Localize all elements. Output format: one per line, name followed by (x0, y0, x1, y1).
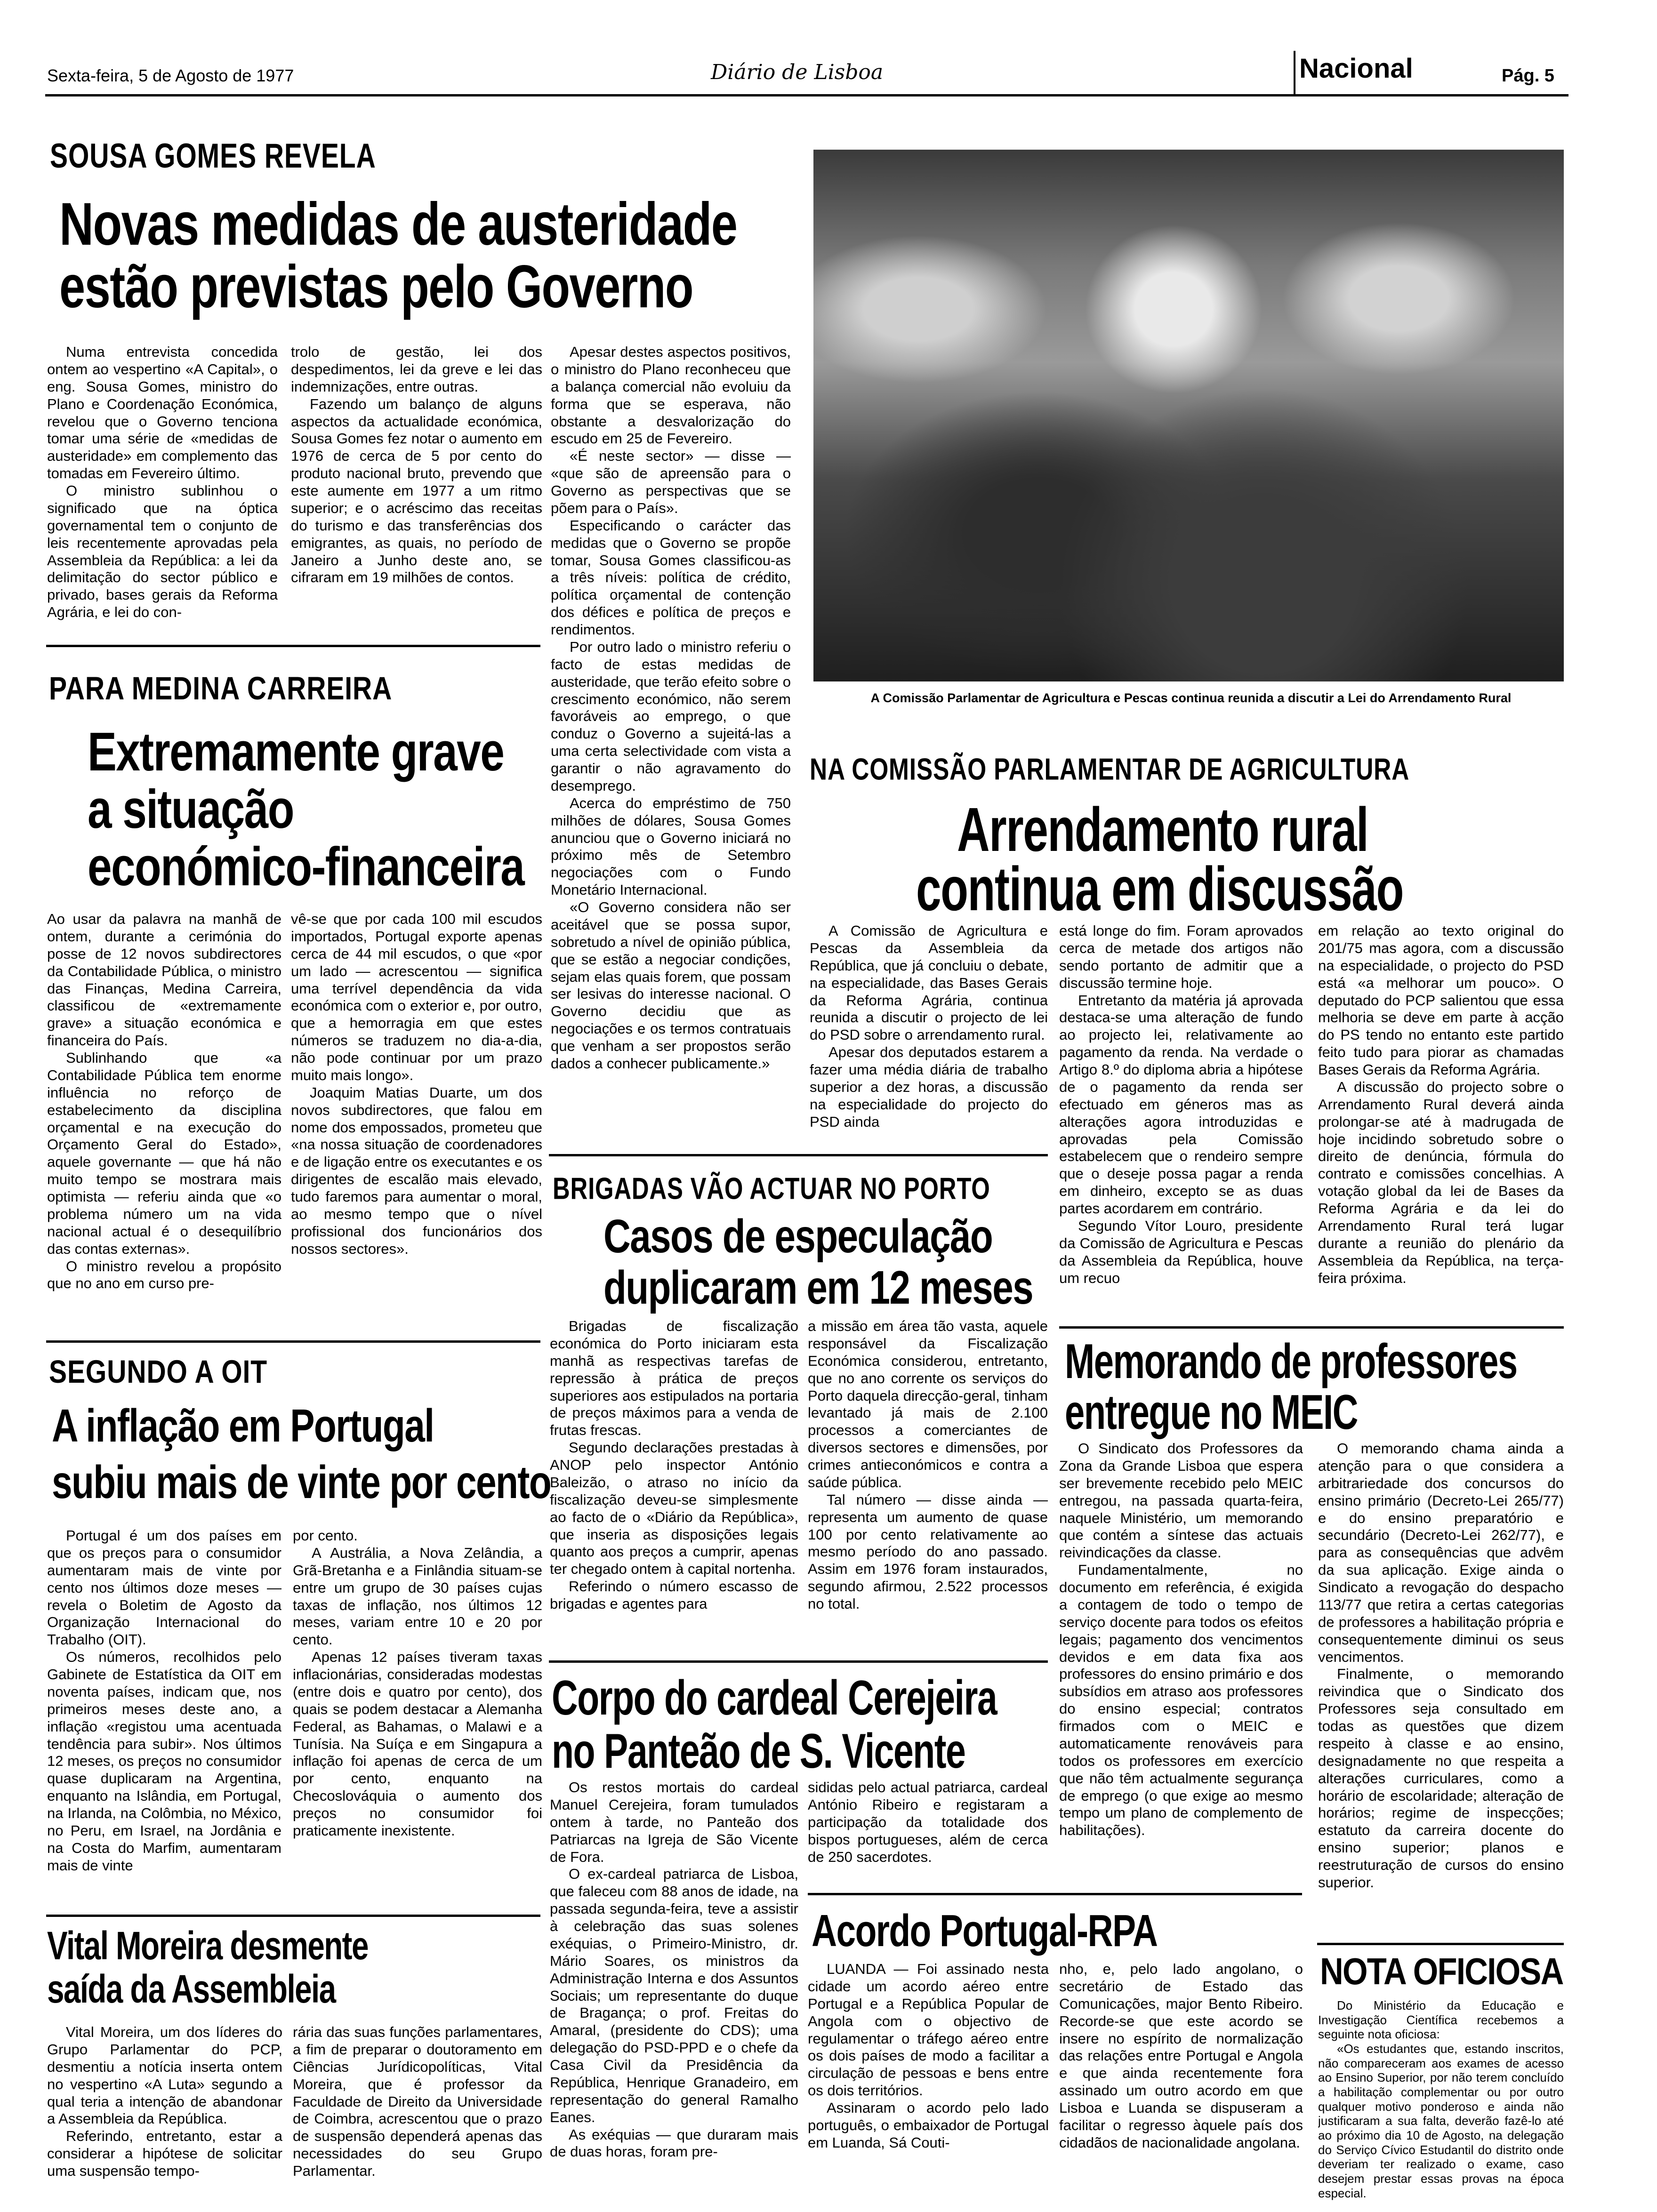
a6-c1-p1: O Sindicato dos Professores da Zona da Grande Lisboa que espera ser brevemente recebido pelo MEIC entregou, na passada quarta-feira, naquele Ministério, um memorando que contém a síntese das actuais reivindicações da classe. (1059, 1440, 1303, 1561)
a3-c2-p3: Segundo Vítor Louro, presidente da Comissão de Agricultura e Pescas da Assembleia da República, houve um recuo (1059, 1217, 1303, 1286)
a4-c1-p3: Referindo o número escasso de brigadas e agentes para (550, 1578, 798, 1612)
a9-c1-p1: LUANDA — Foi assinado nesta cidade um acordo aéreo entre Portugal e a República Popular de Angola com o objectivo de regulamentar o tráfego aéreo entre os dois países de modo a facilitar a circulação de pessoas e bens entre os dois territórios. (808, 1961, 1049, 2099)
a8-c1-p2: Referindo, entretanto, estar a considerar a hipótese de solicitar uma suspensão tempo- (47, 2128, 282, 2179)
a9-column-1 (808, 1961, 1049, 2205)
a6-headline-line1: Memorando de professores (1065, 1334, 1517, 1389)
a6-c2-p2: Finalmente, o memorando reivindica que o Sindicato dos Professores seja consultado em todas as questões que dizem respeito à classe e ao ensino, designadamente no que respeita a alterações curriculares, como a horário de escolaridade; alteração de horários; regime de inspecções; estatuto da carreira docente do ensino superior; planos e reestruturação de cursos do ensino superior. (1318, 1666, 1564, 1891)
masthead-section-box (1294, 51, 1295, 94)
a10-p2: «Os estudantes que, estando inscritos, não compareceram aos exames de acesso ao Ensino Superior, por não terem concluído a habilitação complementar ou por outro qualquer motivo ponderoso e ainda não justificaram a sua falta, deverão fazê-lo até ao próximo dia 10 de Agosto, na delegação do Serviço Cívico Estudantil do distrito onde deveriam ter realizado o exame, caso desejem prestar essas provas na época especial. (1318, 2042, 1564, 2200)
a1-column-2 (291, 344, 542, 635)
a1-c1-p2: O ministro sublinhou o significado que na óptica governamental tem o conjunto de leis recentemente aprovadas pela Assembleia da República: a lei da delimitação do sector público e privado, bases gerais da Reforma Agrária, e lei do con- (47, 482, 278, 621)
a1-column-3 (551, 344, 791, 1200)
a1-c3-p6: «O Governo considera não ser aceitável que se possa supor, sobretudo a nível de opinião pública, que se estão a negociar condições, sejam elas quais forem, que possam ser lesivas do interesse nacional. O Governo decidiu que as negociações e os termos contratuais que venham a ser propostos serão dados a conhecer publicamente.» (551, 899, 791, 1072)
masthead-paper-name: Diário de Lisboa (711, 60, 884, 84)
a8-c2-p1: rária das suas funções parlamentares, a fim de preparar o doutoramento em Ciências Jurídicopolíticas, Vital Moreira, que é professor da Faculdade de Direito da Universidade de Coimbra, acrescentou que o prazo de suspensão dependerá apenas das necessidades do seu Grupo Parlamentar. (293, 2024, 542, 2179)
a3-headline-line2: continua em discussão (916, 854, 1403, 923)
a7-headline-line1: Corpo do cardeal Cerejeira (552, 1671, 997, 1725)
a3-c2-p2: Entretanto da matéria já aprovada destaca-se uma alteração de fundo ao projecto lei, relativamente ao pagamento da renda. Na verdade o Artigo 8.º do diploma abria a hipótese de o pagamento da renda ser efectuado em géneros mas as alterações agora introduzidas e aprovadas pela Comissão estabelecem que o rendeiro sempre que o deseje possa pagar a renda em dinheiro, excepto se as duas partes acordarem em contrário. (1059, 992, 1303, 1217)
a10-top-rule (1317, 1943, 1564, 1945)
a9-c2-p1: nho, e, pelo lado angolano, o secretário de Estado das Comunicações, major Bento Ribeiro. Recorde-se que este acordo se insere no espírito de normalização das relações entre Portugal e Angola e que ainda recentemente fora assinado um outro acordo em que Lisboa e Luanda se dispuseram a facilitar o regresso àquele país dos cidadãos de nacionalidade angolana. (1059, 1961, 1303, 2151)
a8-headline-line1: Vital Moreira desmente (47, 1923, 368, 1968)
a1-column-1 (47, 344, 278, 635)
a4-column-1 (550, 1318, 798, 1657)
a5-c2-p1: por cento. (293, 1527, 358, 1544)
committee-meeting-photo (813, 150, 1564, 681)
a1-headline-line1: Novas medidas de austeridade (59, 191, 737, 258)
a5-top-rule (46, 1340, 540, 1343)
a1-c1-p1: Numa entrevista concedida ontem ao vespertino «A Capital», o eng. Sousa Gomes, ministro do Plano e Coordenação Económica, revelou que o Governo tenciona tomar uma série de «medidas de austeridade» em complemento das tomadas em Fevereiro último. (47, 344, 278, 482)
a9-column-2 (1059, 1961, 1303, 2205)
a2-c1-p3: O ministro revelou a propósito que no ano em curso pre- (47, 1258, 282, 1292)
a9-headline: Acordo Portugal-RPA (812, 1906, 1158, 1956)
a2-c1-p2: Sublinhando que «a Contabilidade Pública tem enorme influência no reforço de estabelecimento da disciplina orçamental e na execução do Orçamento Geral do Estado», aquele governante — que há não muito tempo se mostrara mais optimista — referiu ainda que «o problema número um na vida nacional actual é o desequilíbrio das contas externas». (47, 1050, 282, 1257)
a1-c3-p4: Por outro lado o ministro referiu o facto de estas medidas de austeridade, que terão efeito sobre o crescimento económico, não serem favoráveis ao emprego, o que conduz o Governo a sujeitá-las a uma certa selectividade com vista a garantir o não agravamento do desemprego. (551, 638, 791, 794)
a4-c2-p1: a missão em área tão vasta, aquele responsável da Fiscalização Económica considerou, entretanto, que no ano corrente os serviços do Porto daquela direcção-geral, tinham levantado já mais de 2.100 processos a comerciantes de diversos sectores e dimensões, por crimes antieconómicos e contra a saúde pública. (808, 1318, 1048, 1491)
a1-kicker: SOUSA GOMES REVELA (50, 137, 376, 176)
a3-c3-p2: A discussão do projecto sobre o Arrendamento Rural deverá ainda prolongar-se até à madrugada de hoje incidindo sobretudo sobre o direito de denúncia, fórmula do contrato e comissões concelhias. A votação global da lei de Bases da Reforma Agrária e da lei do Arrendamento Rural terá lugar durante a reunião do plenário da Assembleia da República, na terça-feira próxima. (1318, 1078, 1564, 1286)
a1-c2-p2: Fazendo um balanço de alguns aspectos da actualidade económica, Sousa Gomes fez notar o aumento em 1976 de cerca de 5 por cento do produto nacional bruto, prevendo que este aumente em 1977 a um ritmo superior; e o acréscimo das receitas do turismo e das transferências dos emigrantes, as quais, no período de Janeiro a Junho deste ano, se cifraram em 19 milhões de contos. (291, 395, 542, 586)
a8-headline-line2: saída da Assembleia (47, 1967, 336, 2011)
a1-c3-p2: «É neste sector» — disse — «que são de apreensão para o Governo as perspectivas que se põem para o País». (551, 448, 791, 516)
a10-body (1318, 1998, 1564, 2205)
a6-column-2 (1318, 1440, 1564, 1930)
a5-kicker: SEGUNDO A OIT (49, 1354, 268, 1390)
a7-c1-p1: Os restos mortais do cardeal Manuel Cerejeira, foram tumulados ontem à tarde, no Panteão dos Patriarcas na Igreja de São Vicente de Fora. (550, 1779, 798, 1865)
photo-caption: A Comissão Parlamentar de Agricultura e Pescas continua reunida a discutir a Lei do Arrendamento Rural (870, 691, 1512, 705)
a2-column-1 (47, 911, 282, 1325)
a3-c3-p1: em relação ao texto original do 201/75 mas agora, com a discussão na especialidade, o projecto do PSD está «a melhorar um pouco». O deputado do PCP salientou que essa melhoria se deve em parte à acção do PS tendo no entanto este partido feito tudo para piorar as chamadas Bases Gerais da Reforma Agrária. (1318, 922, 1564, 1078)
a1-c3-p5: Acerca do empréstimo de 750 milhões de dólares, Sousa Gomes anunciou que o Governo iniciará no próximo mês de Setembro negociações com o Fundo Monetário Internacional. (551, 794, 791, 898)
a5-c2-p2: A Austrália, a Nova Zelândia, a Grã-Bretanha e a Finlândia situam-se entre um grupo de 30 países cujas taxas de inflação, nos últimos 12 meses, variam entre 10 e 20 por cento. (293, 1544, 542, 1648)
a6-c2-p1: O memorando chama ainda a atenção para o que considera a arbitrariedade dos concursos do ensino primário (Decreto-Lei 265/77) e do ensino preparatório e secundário (Decreto-Lei 262/77), e para as consequências que advêm da sua aplicação. Exige ainda o Sindicato a revogação do despacho 113/77 que retira a certas categorias de professores a habilitação própria e consequentemente diminui os seus vencimentos. (1318, 1440, 1564, 1665)
a2-kicker: PARA MEDINA CARREIRA (49, 671, 393, 707)
a6-headline-line2: entregue no MEIC (1065, 1385, 1358, 1440)
a6-column-1 (1059, 1440, 1303, 1930)
a2-c2-p1: vê-se que por cada 100 mil escudos importados, Portugal exporte apenas cerca de 44 mil escudos, o que «por um lado — acrescentou — significa uma terrível dependência da vida económica com o exterior e, por outro, que a hemorragia em que estes números se traduzem no dia-a-dia, não pode continuar por um prazo muito mais longo». (291, 911, 542, 1083)
a8-top-rule (46, 1915, 540, 1917)
a8-column-2 (293, 2024, 542, 2203)
a7-c1-p3: As exéquias — que duraram mais de duas horas, foram pre- (550, 2126, 798, 2160)
a2-c2-p2: Joaquim Matias Duarte, um dos novos subdirectores, que falou em nome dos empossados, prometeu que «na nossa situação de coordenadores e de ligação entre os executantes e os dirigentes de escalão mais elevado, tudo faremos para aumentar o moral, ao mesmo tempo que o nível profissional dos funcionários dos nossos sectores». (291, 1084, 542, 1257)
masthead-section: Nacional (1299, 53, 1413, 84)
a4-kicker: BRIGADAS VÃO ACTUAR NO PORTO (553, 1171, 990, 1206)
a7-c1-p2: O ex-cardeal patriarca de Lisboa, que faleceu com 88 anos de idade, na passada segunda-feira, teve a assistir à celebração das suas solenes exéquias, o Primeiro-Ministro, dr. Mário Soares, os ministros da Administração Interna e dos Assuntos Sociais; um representante do duque de Bragança; o prof. Freitas do Amaral, (presidente do CDS); uma delegação do PSD-PPD e o chefe da Casa Civil da Presidência da República, Henrique Granadeiro, em representação do general Ramalho Eanes. (550, 1866, 798, 2125)
a2-column-2 (291, 911, 542, 1325)
a2-headline-line3: económico-financeira (88, 836, 524, 897)
a5-headline-line1: A inflação em Portugal (52, 1400, 434, 1451)
a4-headline-line1: Casos de especulação (603, 1210, 993, 1263)
a10-p1: Do Ministério da Educação e Investigação Científica recebemos a seguinte nota oficiosa: (1318, 1998, 1564, 2042)
a3-column-3 (1318, 922, 1564, 1327)
a7-column-1 (550, 1779, 798, 2193)
a3-c1-p2: Apesar dos deputados estarem a fazer uma média diária de trabalho superior a dez horas, a discussão na especialidade do projecto do PSD ainda (810, 1044, 1048, 1130)
a5-c1-p2: Os números, recolhidos pelo Gabinete de Estatística da OIT em noventa países, indicam que, nos primeiros meses deste ano, a inflação «registou uma acentuada tendência para subir». Nos últimos 12 meses, os preços no consumidor quase duplicaram na Argentina, enquanto na Islândia, em Portugal, na Irlanda, na Colômbia, no México, no Peru, em Israel, na Jordânia e na Costa do Marfim, aumentaram mais de vinte (47, 1649, 282, 1874)
a3-c1-p1: A Comissão de Agricultura e Pescas da Assembleia da República, que já concluiu o debate, na especialidade, das Bases Gerais da Reforma Agrária, continua reunida a discutir o projecto de lei do PSD sobre o arrendamento rural. (810, 922, 1048, 1043)
a2-headline-line1: Extremamente grave (88, 721, 504, 782)
a2-c1-p1: Ao usar da palavra na manhã de ontem, durante a cerimónia do posse de 12 novos subdirectores da Contabilidade Pública, o ministro das Finanças, Medina Carreira, classificou de «extremamente grave» a situação económica e financeira do País. (47, 911, 282, 1049)
a4-c1-p1: Brigadas de fiscalização económica do Porto iniciaram esta manhã as respectivas tarefas de repressão à prática de preços superiores aos estipulados na portaria de preços máximos para a venda de frutas frescas. (550, 1318, 798, 1439)
a6-top-rule (1059, 1326, 1564, 1329)
a3-column-2 (1059, 922, 1303, 1327)
a7-top-rule (549, 1660, 1048, 1663)
a4-c1-p2: Segundo declarações prestadas à ANOP pelo inspector António Baleizão, o atraso no início da fiscalização deveu-se simplesmente ao facto de o «Diário da República», que inseria as disposições legais quanto aos preços a cumprir, apenas ter chegado ontem à capital nortenha. (550, 1439, 798, 1578)
a1-c2-p1: trolo de gestão, lei dos despedimentos, lei da greve e lei das indemnizações, entre outras. (291, 344, 542, 395)
a3-c2-p1: está longe do fim. Foram aprovados cerca de metade dos artigos não sendo portanto de admitir que a discussão termine hoje. (1059, 922, 1303, 991)
a4-column-2 (808, 1318, 1048, 1657)
a10-headline: NOTA OFICIOSA (1320, 1950, 1563, 1992)
a1-c3-p3: Especificando o carácter das medidas que o Governo se propõe tomar, Sousa Gomes classificou-as a três níveis: política de crédito, política orçamental de contenção dos défices e política de preços e rendimentos. (551, 517, 791, 638)
a2-headline-line2: a situação (88, 778, 294, 840)
a8-column-1 (47, 2024, 282, 2203)
a7-c2-p1: sididas pelo actual patriarca, cardeal António Ribeiro e registaram a participação da totalidade dos bispos portugueses, além de cerca de 250 sacerdotes. (808, 1779, 1048, 1865)
a5-c1-p1: Portugal é um dos países em que os preços para o consumidor aumentaram mais de vinte por cento nos últimos doze meses — revela o Boletim de Agosto da Organização Internacional do Trabalho (OIT). (47, 1527, 282, 1648)
a1-headline-line2: estão previstas pelo Governo (59, 253, 693, 321)
a9-c1-p2: Assinaram o acordo pelo lado português, o embaixador de Portugal em Luanda, Sá Couti- (808, 2100, 1049, 2151)
a7-column-2 (808, 1779, 1048, 1883)
a2-top-rule (46, 645, 540, 647)
a5-column-2 (293, 1527, 542, 1894)
a3-headline-line1: Arrendamento rural (957, 795, 1368, 864)
a1-c3-p1: Apesar destes aspectos positivos, o ministro do Plano reconheceu que a balança comercial não evoluiu da forma que se esperava, não obstante a desvalorização do escudo em 25 de Fevereiro. (551, 344, 791, 447)
a4-top-rule (549, 1154, 1048, 1156)
masthead-rule (45, 94, 1569, 96)
a5-c2-p3: Apenas 12 países tiveram taxas inflacionárias, consideradas modestas (entre dois e quatro por cento), dos quais se podem destacar a Alemanha Federal, as Bahamas, o Malawi e a Tunísia. Na Suíça e em Singapura a inflação foi apenas de cerca de um por cento, enquanto na Checoslováquia o aumento dos preços no consumidor foi praticamente inexistente. (293, 1649, 542, 1839)
masthead-page-number: Pág. 5 (1502, 66, 1554, 86)
a3-column-1 (810, 922, 1048, 1167)
a9-top-rule (808, 1893, 1302, 1895)
a3-kicker: NA COMISSÃO PARLAMENTAR DE AGRICULTURA (810, 752, 1410, 787)
a4-c2-p2: Tal número — disse ainda — representa um aumento de quase 100 por cento relativamente ao mesmo período do ano passado. Assim em 1976 foram instaurados, segundo afirmou, 2.522 processos no total. (808, 1491, 1048, 1612)
a5-headline-line2: subiu mais de vinte por cento (52, 1456, 551, 1508)
a7-headline-line2: no Panteão de S. Vicente (552, 1724, 965, 1779)
a5-column-1 (47, 1527, 282, 1894)
masthead-date: Sexta-feira, 5 de Agosto de 1977 (47, 66, 294, 85)
a8-c1-p1: Vital Moreira, um dos líderes do Grupo Parlamentar do PCP, desmentiu a notícia inserta ontem no vespertino «A Luta» segundo a qual teria a intenção de abandonar a Assembleia da República. (47, 2024, 282, 2127)
a6-c1-p2: Fundamentalmente, no documento em referência, é exigida a contagem de todo o tempo de serviço docente para todos os efeitos legais; pagamento dos vencimentos devidos e em data fixa aos professores do ensino primário e dos subsídios em atraso aos professores do ensino especial; contratos firmados com o MEIC e automaticamente renováveis para todos os professores em exercício que não têm actualmente segurança de emprego (o que exige ao mesmo tempo um plano de complemento de habilitações). (1059, 1562, 1303, 1839)
a4-headline-line2: duplicaram em 12 meses (603, 1261, 1033, 1314)
